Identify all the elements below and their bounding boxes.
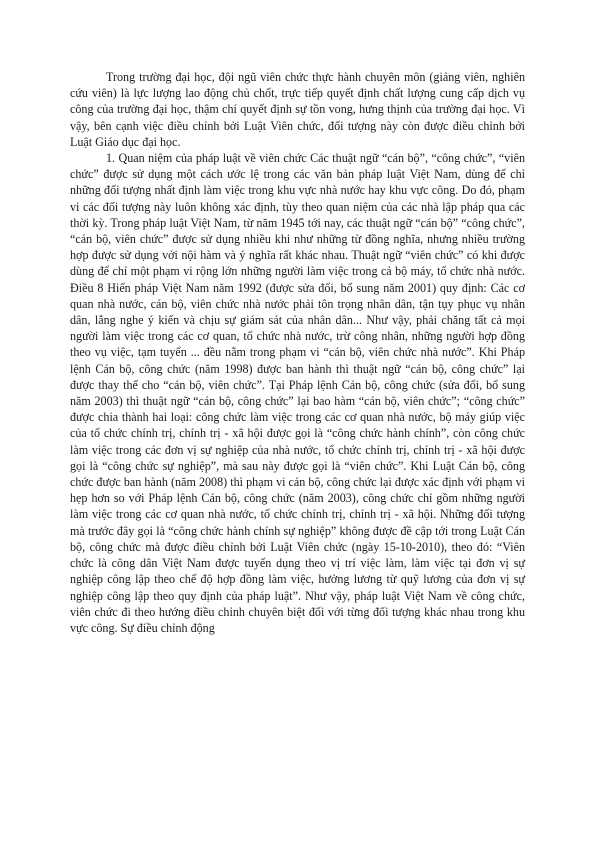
paragraph-intro: Trong trường đại học, đội ngũ viên chức thực hành chuyên môn (giảng viên, nghiên cứu viên) là lực lượng lao động chủ chốt, trực tiếp quyết định chất lượng cung cấp dịch vụ công của trường đại học, thậm chí quyết định sự tồn vong, hưng thịnh của trường đại học. Vì vậy, bên cạnh việc điều chỉnh bởi Luật Viên chức, đối tượng này còn được điều chỉnh bởi Luật Giáo dục đại học. (70, 70, 525, 149)
document-body (70, 69, 525, 636)
paragraph-section-1: 1. Quan niệm của pháp luật về viên chức Các thuật ngữ “cán bộ”, “công chức”, “viên chức” được sử dụng một cách ước lệ trong các văn bản pháp luật Việt Nam, dùng để chỉ những đối tượng nhất định làm việc trong khu vực nhà nước hay khu vực công. Do đó, phạm vi các đối tượng này luôn không xác định, tùy theo quan niệm của các nhà lập pháp qua các thời kỳ. Trong pháp luật Việt Nam, từ năm 1945 tới nay, các thuật ngữ “cán bộ” “công chức”, “cán bộ, viên chức” được sử dụng nhiều khi như những từ đồng nghĩa, nhưng nhiều trường hợp được sử dụng với nội hàm và ý nghĩa rất khác nhau. Thuật ngữ “viên chức” có khi được dùng để chỉ một phạm vi rộng lớn những người làm việc trong cả bộ máy, tổ chức nhà nước. Điều 8 Hiến pháp Việt Nam năm 1992 (được sửa đổi, bổ sung năm 2001) quy định: Các cơ quan nhà nước, cán bộ, viên chức nhà nước phải tôn trọng nhân dân, tận tụy phục vụ nhân dân, lắng nghe ý kiến và chịu sự giám sát của nhân dân... Như vậy, phải chăng tất cả mọi người làm việc trong các cơ quan, tổ chức nhà nước, trừ công nhân, những người hợp đồng theo vụ việc, tạm tuyển ... đều nằm trong phạm vi “cán bộ, viên chức nhà nước”. Khi Pháp lệnh Cán bộ, công chức (năm 1998) được ban hành thì thuật ngữ “cán bộ, công chức” lại được thay thế cho “cán bộ, viên chức”. Tại Pháp lệnh Cán bộ, công chức (sửa đổi, bổ sung năm 2003) thì thuật ngữ “cán bộ, công chức” lại bao hàm “cán bộ, viên chức”; “công chức” được chia thành hai loại: công chức làm việc trong các cơ quan nhà nước, bộ máy giúp việc của tổ chức chính trị, chính trị - xã hội được gọi là “công chức hành chính”, còn công chức làm việc trong các đơn vị sự nghiệp của nhà nước, tổ chức chính trị, chính trị - xã hội được gọi là “công chức sự nghiệp”, mà sau này được gọi là “viên chức”. Khi Luật Cán bộ, công chức được ban hành (năm 2008) thì phạm vi cán bộ, công chức lại được xác định với phạm vi hẹp hơn so với Pháp lệnh Cán bộ, công chức (năm 2003), công chức chỉ gồm những người làm việc trong các cơ quan nhà nước, tổ chức chính trị, chính trị - xã hội. Những đối tượng mà trước đây gọi là “công chức hành chính sự nghiệp” không được đề cập tới trong Luật Cán bộ, công chức mà được điều chỉnh bởi Luật Viên chức (ngày 15-10-2010), theo đó: “Viên chức là công dân Việt Nam được tuyển dụng theo vị trí việc làm, làm việc tại đơn vị sự nghiệp công lập theo chế độ hợp đồng làm việc, hưởng lương từ quỹ lương của đơn vị sự nghiệp công lập theo quy định của pháp luật”. Như vậy, pháp luật Việt Nam về công chức, viên chức đi theo hướng điều chỉnh chuyên biệt đối với từng đối tượng khác nhau trong khu vực công. Sự điều chỉnh động (70, 151, 525, 635)
